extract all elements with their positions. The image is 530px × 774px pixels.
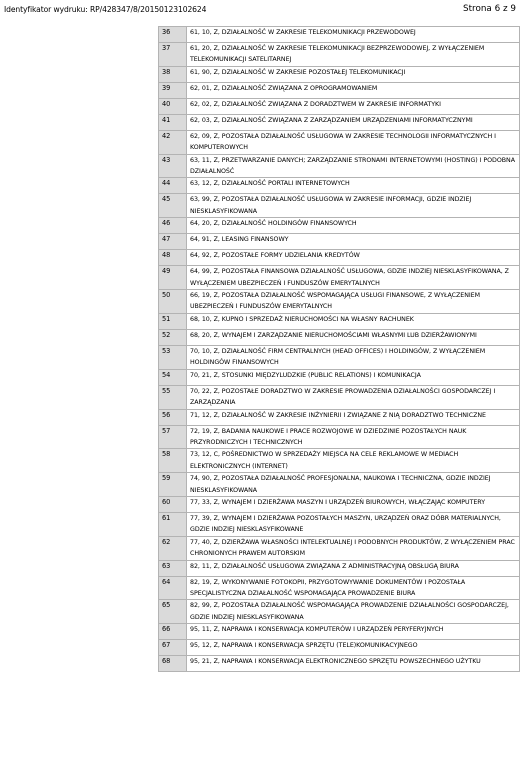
table-row [159,329,520,345]
row-number: 68 [159,656,187,672]
activity-description: 68, 10, Z, KUPNO I SPRZEDAŻ NIERUCHOMOŚCI NA WŁASNY RACHUNEK [187,313,520,329]
row-number: 57 [159,425,187,449]
row-number: 53 [159,345,187,369]
table-row [159,385,520,409]
table-row [159,600,520,624]
row-number: 43 [159,154,187,178]
row-number: 48 [159,250,187,266]
activity-description: 63, 12, Z, DZIAŁALNOŚĆ PORTALI INTERNETOWYCH [187,178,520,194]
table-row [159,576,520,600]
activity-description: 61, 20, Z, DZIAŁALNOŚĆ W ZAKRESIE TELEKOMUNIKACJI BEZPRZEWODOWEJ, Z WYŁĄCZENIEM TELEKOMUNIKACJI SATELITARNEJ [187,43,520,67]
activity-description: 71, 12, Z, DZIAŁALNOŚĆ W ZAKRESIE INŻYNIERII I ZWIĄZANE Z NIĄ DORADZTWO TECHNICZNE [187,409,520,425]
activity-description: 77, 33, Z, WYNAJEM I DZIERŻAWA MASZYN I URZĄDZEŃ BIUROWYCH, WŁĄCZAJĄC KOMPUTERY [187,496,520,512]
table-row [159,313,520,329]
table-row [159,154,520,178]
row-number: 47 [159,234,187,250]
row-number: 50 [159,290,187,314]
row-number: 51 [159,313,187,329]
activity-description: 77, 39, Z, WYNAJEM I DZIERŻAWA POZOSTAŁYCH MASZYN, URZĄDZEŃ ORAZ DÓBR MATERIALNYCH, GDZIE INDZIEJ NIESKLASYFIKOWANE [187,512,520,536]
activity-description: 70, 21, Z, STOSUNKI MIĘDZYLUDZKIE (PUBLIC RELATIONS) I KOMUNIKACJA [187,369,520,385]
activity-description: 70, 10, Z, DZIAŁALNOŚĆ FIRM CENTRALNYCH (HEAD OFFICES) I HOLDINGÓW, Z WYŁĄCZENIEM HOLDINGÓW FINANSOWYCH [187,345,520,369]
table-row [159,425,520,449]
row-number: 38 [159,66,187,82]
table-body [159,27,520,672]
table-row [159,98,520,114]
row-number: 39 [159,82,187,98]
activity-description: 64, 99, Z, POZOSTAŁA FINANSOWA DZIAŁALNOŚĆ USŁUGOWA, GDZIE INDZIEJ NIESKLASYFIKOWANA, Z WYŁĄCZENIEM UBEZPIECZEŃ I FUNDUSZÓW EMERYTALNYCH [187,266,520,290]
table-row [159,82,520,98]
row-number: 66 [159,624,187,640]
table-row [159,473,520,497]
row-number: 62 [159,536,187,560]
table-row [159,290,520,314]
activity-description: 77, 40, Z, DZIERŻAWA WŁASNOŚCI INTELEKTUALNEJ I PODOBNYCH PRODUKTÓW, Z WYŁĄCZENIEM PRAC CHRONIONYCH PRAWEM AUTORSKIM [187,536,520,560]
table-row [159,130,520,154]
activity-description: 72, 19, Z, BADANIA NAUKOWE I PRACE ROZWOJOWE W DZIEDZINIE POZOSTAŁYCH NAUK PRZYRODNICZYCH I TECHNICZNYCH [187,425,520,449]
row-number: 54 [159,369,187,385]
row-number: 46 [159,218,187,234]
table-row [159,27,520,43]
activity-description: 64, 91, Z, LEASING FINANSOWY [187,234,520,250]
activity-description: 95, 12, Z, NAPRAWA I KONSERWACJA SPRZĘTU (TELE)KOMUNIKACYJNEGO [187,640,520,656]
row-number: 52 [159,329,187,345]
activity-description: 62, 03, Z, DZIAŁALNOŚĆ ZWIĄZANA Z ZARZĄDZANIEM URZĄDZENIAMI INFORMATYCZNYMI [187,114,520,130]
table-row [159,234,520,250]
table-row [159,496,520,512]
activity-description: 82, 19, Z, WYKONYWANIE FOTOKOPII, PRZYGOTOWYWANIE DOKUMENTÓW I POZOSTAŁA SPECJALISTYCZNA DZIAŁALNOŚĆ WSPOMAGAJĄCA PROWADZENIE BIURA [187,576,520,600]
activity-description: 82, 99, Z, POZOSTAŁA DZIAŁALNOŚĆ WSPOMAGAJĄCA PROWADZENIE DZIAŁALNOŚCI GOSPODARCZEJ, GDZIE INDZIEJ NIESKLASYFIKOWANA [187,600,520,624]
table-row [159,178,520,194]
activity-description: 82, 11, Z, DZIAŁALNOŚĆ USŁUGOWA ZWIĄZANA Z ADMINISTRACYJNĄ OBSŁUGĄ BIURA [187,560,520,576]
row-number: 45 [159,194,187,218]
activity-description: 62, 02, Z, DZIAŁALNOŚĆ ZWIĄZANA Z DORADZTWEM W ZAKRESIE INFORMATYKI [187,98,520,114]
row-number: 36 [159,27,187,43]
row-number: 40 [159,98,187,114]
row-number: 41 [159,114,187,130]
table-row [159,624,520,640]
row-number: 56 [159,409,187,425]
table-row [159,43,520,67]
row-number: 55 [159,385,187,409]
table-row [159,640,520,656]
activity-description: 61, 90, Z, DZIAŁALNOŚĆ W ZAKRESIE POZOSTAŁEJ TELEKOMUNIKACJI [187,66,520,82]
row-number: 49 [159,266,187,290]
activity-description: 62, 01, Z, DZIAŁALNOŚĆ ZWIĄZANA Z OPROGRAMOWANIEM [187,82,520,98]
activity-description: 64, 92, Z, POZOSTAŁE FORMY UDZIELANIA KREDYTÓW [187,250,520,266]
activity-description: 73, 12, C, POŚREDNICTWO W SPRZEDAŻY MIEJSCA NA CELE REKLAMOWE W MEDIACH ELEKTRONICZNYCH (INTERNET) [187,449,520,473]
row-number: 59 [159,473,187,497]
activity-description: 62, 09, Z, POZOSTAŁA DZIAŁALNOŚĆ USŁUGOWA W ZAKRESIE TECHNOLOGII INFORMATYCZNYCH I KOMPUTEROWYCH [187,130,520,154]
table-row [159,345,520,369]
table-row [159,194,520,218]
pkd-activity-table [158,26,520,672]
activity-description: 64, 20, Z, DZIAŁALNOŚĆ HOLDINGÓW FINANSOWYCH [187,218,520,234]
table-row [159,449,520,473]
row-number: 60 [159,496,187,512]
activity-description: 63, 99, Z, POZOSTAŁA DZIAŁALNOŚĆ USŁUGOWA W ZAKRESIE INFORMACJI, GDZIE INDZIEJ NIESKLASYFIKOWANA [187,194,520,218]
table-row [159,560,520,576]
row-number: 64 [159,576,187,600]
table-row [159,66,520,82]
activity-description: 95, 11, Z, NAPRAWA I KONSERWACJA KOMPUTERÓW I URZĄDZEŃ PERYFERYJNYCH [187,624,520,640]
activity-description: 95, 21, Z, NAPRAWA I KONSERWACJA ELEKTRONICZNEGO SPRZĘTU POWSZECHNEGO UŻYTKU [187,656,520,672]
row-number: 61 [159,512,187,536]
table-row [159,512,520,536]
row-number: 42 [159,130,187,154]
activity-description: 68, 20, Z, WYNAJEM I ZARZĄDZANIE NIERUCHOMOŚCIAMI WŁASNYMI LUB DZIERŻAWIONYMI [187,329,520,345]
row-number: 65 [159,600,187,624]
table-row [159,266,520,290]
activity-description: 61, 10, Z, DZIAŁALNOŚĆ W ZAKRESIE TELEKOMUNIKACJI PRZEWODOWEJ [187,27,520,43]
row-number: 67 [159,640,187,656]
row-number: 58 [159,449,187,473]
table-row [159,656,520,672]
table-row [159,369,520,385]
print-identifier: Identyfikator wydruku: RP/428347/8/20150123102624 [4,5,207,14]
row-number: 37 [159,43,187,67]
activity-description: 70, 22, Z, POZOSTAŁE DORADZTWO W ZAKRESIE PROWADZENIA DZIAŁALNOŚCI GOSPODARCZEJ I ZARZĄDZANIA [187,385,520,409]
activity-description: 74, 90, Z, POZOSTAŁA DZIAŁALNOŚĆ PROFESJONALNA, NAUKOWA I TECHNICZNA, GDZIE INDZIEJ NIESKLASYFIKOWANA [187,473,520,497]
table-row [159,114,520,130]
table-row [159,409,520,425]
page-number: Strona 6 z 9 [462,4,516,14]
row-number: 63 [159,560,187,576]
table-row [159,218,520,234]
row-number: 44 [159,178,187,194]
table-row [159,250,520,266]
table-row [159,536,520,560]
activity-description: 63, 11, Z, PRZETWARZANIE DANYCH; ZARZĄDZANIE STRONAMI INTERNETOWYMI (HOSTING) I PODOBNA DZIAŁALNOŚĆ [187,154,520,178]
activity-description: 66, 19, Z, POZOSTAŁA DZIAŁALNOŚĆ WSPOMAGAJĄCA USŁUGI FINANSOWE, Z WYŁĄCZENIEM UBEZPIECZEŃ I FUNDUSZÓW EMERYTALNYCH [187,290,520,314]
